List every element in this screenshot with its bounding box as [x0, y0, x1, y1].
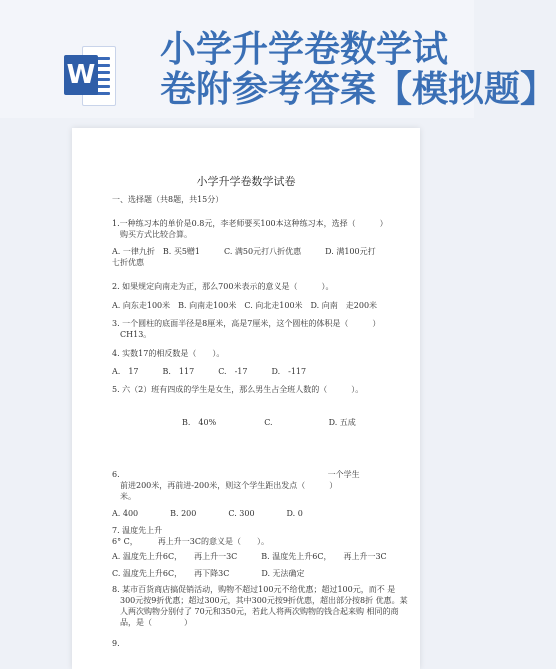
section-heading: 一、选择题（共8题，共15分）: [112, 195, 224, 204]
paper-title: 小学升学卷数学试卷: [196, 175, 296, 188]
q5-options: B. 40% C. D. 五成: [182, 418, 356, 427]
q8-text-cont: 300元按9折优惠；超过300元，其中300元按9折优惠，超出部分按8折 优惠。某: [120, 596, 408, 605]
q7-text: 7. 温度先上升: [112, 526, 163, 535]
q6-text-cont-2: 米。: [120, 492, 136, 501]
exam-paper: [72, 128, 420, 669]
q2-text: 2. 如果规定向南走为正，那么700米表示的意义是（ ）。: [112, 282, 334, 291]
q1-text-cont: 购买方式比较合算。: [120, 230, 192, 239]
q8-text-cont-3: 品，是（ ）: [120, 618, 192, 627]
q7-options-ab: A. 温度先上升6C， 再上升一3C B. 温度先上升6C， 再上升一3C: [112, 552, 387, 561]
word-document-icon: [64, 44, 114, 106]
q2-options: A. 向东走100米 B. 向南走100米 C. 向北走100米 D. 向南 走200米: [112, 301, 378, 310]
q3-text: 3. 一个圆柱的底面半径是8厘米，高是7厘米，这个圆柱的体积是（ ）: [112, 319, 381, 328]
q7-text-cont: 6° C， 再上升一3C的意义是（ ）。: [112, 537, 269, 546]
q1-text: 1.一种练习本的单价是0.8元，李老师要买100本这种练习本，选择（ ）: [112, 219, 388, 228]
q6-text-cont: 前进200米，再前进-200米，则这个学生距出发点（ ）: [120, 481, 338, 490]
header-banner: [0, 0, 556, 118]
word-logo-letter: W: [64, 55, 98, 95]
banner-title-line-1: 小学升学卷数学试: [160, 29, 449, 70]
q1-options-cont: 七折优惠: [112, 258, 144, 267]
q6-text: 6. 一个学生: [112, 470, 360, 479]
q6-options: A. 400 B. 200 C. 300 D. 0: [112, 509, 303, 518]
q1-options: A. 一律九折 B. 买5赠1 C. 满50元打八折优惠 D. 满100元打: [112, 247, 376, 256]
q4-text: 4. 实数17的相反数是（ ）。: [112, 349, 225, 358]
q8-text-cont-2: 人两次购物分别付了 70元和350元，若此人将两次购物的钱合起来购 相同的商: [120, 607, 399, 616]
q8-text: 8. 某市百货商店搞促销活动，购物不超过100元不给优惠；超过100元，而不 是: [112, 585, 396, 594]
q9-text: 9.: [112, 639, 384, 648]
q7-options-cd: C. 温度先上升6C， 再下降3C D. 无法确定: [112, 569, 305, 578]
banner-title-line-2: 卷附参考答案【模拟题】: [160, 69, 556, 110]
q5-text: 5. 六（2）班有四成的学生是女生，那么男生占全班人数的（ ）。: [112, 385, 364, 394]
q3-text-cont: CH13。: [120, 330, 152, 339]
q4-options: A. 17 B. 117 C. -17 D. -117: [112, 367, 307, 376]
